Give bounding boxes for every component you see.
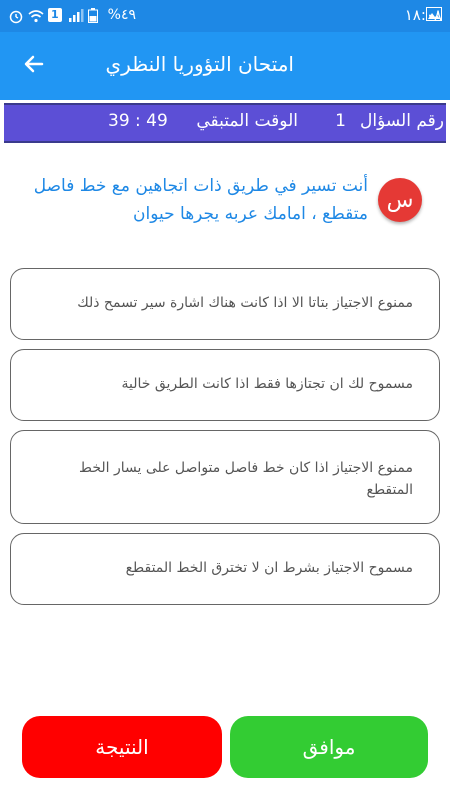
question-info-bar (4, 103, 446, 143)
arrow-back-icon (22, 52, 46, 80)
answer-option-2[interactable] (10, 349, 440, 421)
answer-text: مسموح لك ان تجتازها فقط اذا كانت الطريق خالية (121, 376, 413, 392)
answer-text: ممنوع الاجتياز اذا كان خط فاصل متواصل على يسار الخط المتقطع (79, 460, 413, 498)
remaining-time: 39 : 49 (108, 111, 168, 131)
question-number-label: رقم السؤال (360, 111, 444, 131)
question-badge: س (378, 178, 422, 222)
back-button[interactable] (18, 50, 50, 82)
question-number: 1 (335, 111, 346, 131)
answer-text: مسموح الاجتياز بشرط ان لا تخترق الخط المتقطع (125, 560, 413, 576)
answer-option-4[interactable] (10, 533, 440, 605)
remaining-time-label: الوقت المتبقي (196, 111, 298, 131)
battery-percent: %٤٩ (107, 7, 137, 23)
alarm-icon (8, 8, 22, 22)
question-text: أنت تسير في طريق ذات اتجاهين مع خط فاصل متقطع ، امامك عربه يجرها حيوان (33, 176, 368, 224)
notification-icon: 1 (48, 8, 62, 22)
signal-icon (68, 8, 82, 22)
answer-text: ممنوع الاجتياز بتاتا الا اذا كانت هناك اشارة سير تسمح ذلك (77, 295, 413, 311)
page-title: امتحان التؤوريا النظري (105, 52, 294, 76)
status-icons (8, 7, 136, 23)
status-time: ١٨:٠٨ (404, 6, 442, 24)
answer-option-1[interactable] (10, 268, 440, 340)
wifi-icon (28, 8, 42, 22)
app-bar (0, 32, 450, 100)
battery-icon (88, 8, 102, 22)
result-button[interactable]: النتيجة (22, 716, 222, 778)
ok-button[interactable]: موافق (230, 716, 428, 778)
status-bar (0, 0, 450, 32)
answer-option-3[interactable] (10, 430, 440, 524)
